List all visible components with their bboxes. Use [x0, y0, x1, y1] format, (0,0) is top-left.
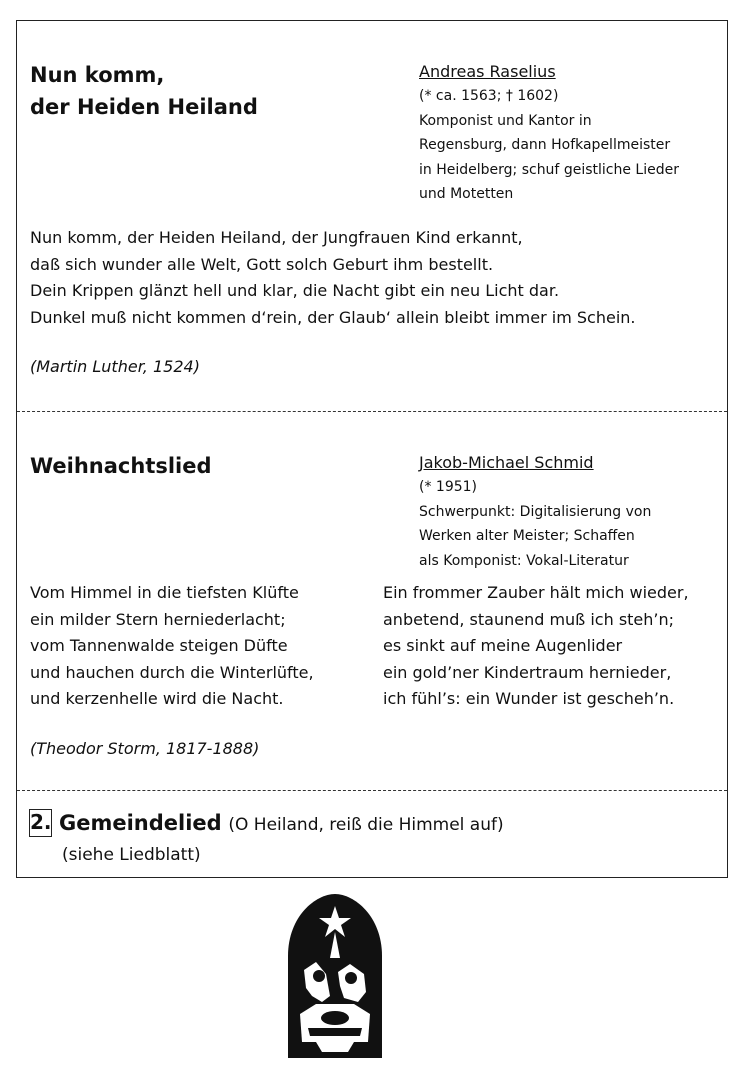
verse-line: Vom Himmel in die tiefsten Klüfte: [30, 583, 299, 602]
verse-line: daß sich wunder alle Welt, Gott solch Geburt ihm bestellt.: [30, 254, 494, 274]
composer-detail: als Komponist: Vokal-Literatur: [419, 552, 629, 569]
verse-line: ein milder Stern herniederlacht;: [30, 609, 286, 629]
composer-detail: und Motetten: [419, 186, 514, 202]
verse-line: und hauchen durch die Winterlüfte,: [30, 662, 314, 682]
composer-info-2: [419, 450, 651, 573]
item-number-box: 2.: [29, 809, 52, 837]
verse-line: und kerzenhelle wird die Nacht.: [30, 689, 284, 708]
verse-line: es sinkt auf meine Augenlider: [383, 636, 623, 655]
composer-detail: Werken alter Meister; Schaffen: [419, 528, 635, 544]
verse-1: [30, 225, 636, 331]
verse-line: Ein frommer Zauber hält mich wieder,: [383, 583, 689, 602]
lyricist-credit-1: (Martin Luther, 1524): [30, 357, 200, 376]
song-title-1: [30, 59, 258, 123]
composer-detail: Komponist und Kantor in: [419, 112, 592, 129]
composer-detail: in Heidelberg; schuf geistliche Lieder: [419, 161, 679, 178]
composer-name: Jakob-Michael Schmid: [419, 453, 594, 472]
verse-line: anbetend, staunend muß ich steh’n;: [383, 609, 675, 629]
song-title-1-line: der Heiden Heiland: [30, 95, 258, 119]
composer-info-1: [419, 59, 679, 207]
verse-line: ein gold’ner Kindertraum hernieder,: [383, 662, 672, 682]
section-divider: [17, 790, 727, 791]
program-frame: [16, 20, 728, 878]
congregational-song-subtitle: (O Heiland, reiß die Himmel auf): [228, 815, 504, 835]
songsheet-note: (siehe Liedblatt): [62, 845, 201, 865]
verse-line: vom Tannenwalde steigen Düfte: [30, 636, 288, 655]
composer-detail: (* 1951): [419, 479, 478, 495]
composer-detail: Regensburg, dann Hofkapellmeister: [419, 137, 671, 153]
verse-line: Dein Krippen glänzt hell und klar, die Nacht gibt ein neu Licht dar.: [30, 281, 560, 300]
congregational-song-title: [59, 807, 504, 841]
nativity-papercut-icon: [286, 892, 384, 1060]
lyricist-credit-2: (Theodor Storm, 1817-1888): [30, 739, 260, 758]
verse-2-left: [30, 580, 314, 713]
composer-name: Andreas Raselius: [419, 62, 556, 81]
song-title-2: Weihnachtslied: [30, 454, 212, 478]
congregational-song-label: Gemeindelied: [59, 811, 222, 835]
section-divider: [17, 411, 727, 412]
composer-detail: Schwerpunkt: Digitalisierung von: [419, 503, 652, 520]
verse-2-right: [383, 580, 689, 713]
verse-line: Dunkel muß nicht kommen d‘rein, der Glaub‘ allein bleibt immer im Schein.: [30, 307, 636, 327]
verse-line: Nun komm, der Heiden Heiland, der Jungfrauen Kind erkannt,: [30, 228, 523, 247]
song-title-1-line: Nun komm,: [30, 63, 165, 87]
composer-detail: (* ca. 1563; † 1602): [419, 88, 559, 104]
verse-line: ich fühl’s: ein Wunder ist gescheh’n.: [383, 689, 675, 708]
